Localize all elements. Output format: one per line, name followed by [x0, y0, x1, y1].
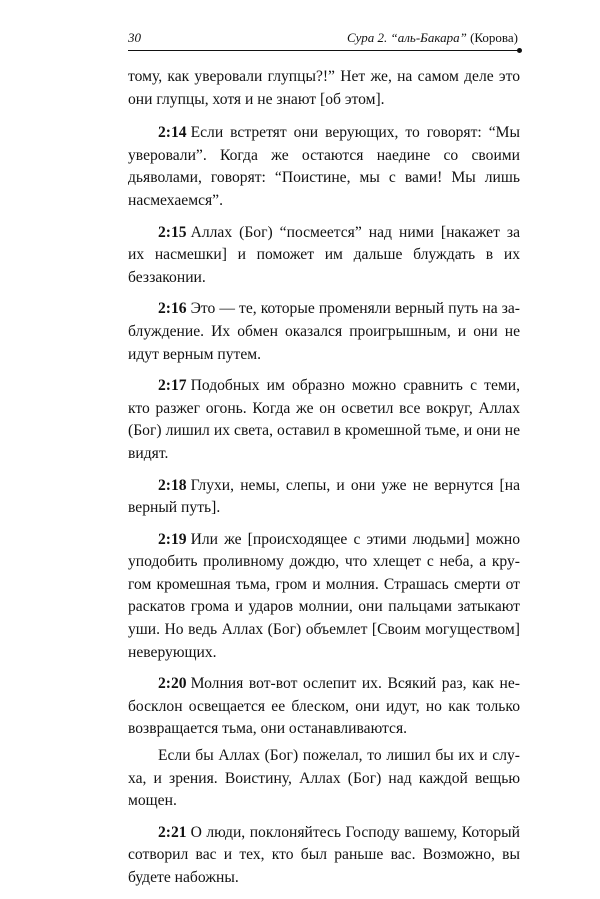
verse-2-21: [128, 822, 520, 890]
verse-2-17: [128, 375, 520, 465]
verse-number: 2:21: [158, 823, 187, 841]
verse-number: 2:17: [158, 377, 187, 395]
surah-label: Сура 2. “аль-Бакара”: [347, 30, 467, 45]
verse-text: Аллах (Бог) “посмеется” над ними [накажет за их насмешки] и поможет им дальше блуждать в их беззаконии.: [128, 223, 520, 286]
page-number: 30: [128, 30, 141, 45]
verse-text: Глухи, немы, слепы, и они уже не вернутся [на верный путь].: [128, 476, 520, 517]
verse-number: 2:19: [158, 530, 187, 548]
verse-number: 2:18: [158, 476, 187, 494]
verse-2-16: [128, 298, 520, 366]
page-body: [128, 66, 520, 899]
surah-translation: (Корова): [470, 30, 518, 45]
verse-2-20: [128, 673, 520, 741]
verse-number: 2:15: [158, 223, 187, 241]
verse-text: Если встретят они верующих, то говорят: “Мы уверовали”. Когда же остаются наедине со своими дьяволами, говорят: “Поистине, мы с вами! Мы лишь насмехаемся”.: [128, 124, 520, 209]
verse-2-15: [128, 222, 520, 290]
running-header: [128, 30, 518, 50]
verse-number: 2:16: [158, 300, 187, 318]
verse-text: Молния вот-вот ослепит их. Всякий раз, как небосклон освещается ее блеском, они идут, но как только возвращается тьма, они останавливаются.: [128, 675, 520, 738]
verse-2-19: [128, 529, 520, 665]
verse-2-18: [128, 475, 520, 520]
verse-2-20-continued: Если бы Аллах (Бог) пожелал, то лишил бы их и слуха, и зрения. Воистину, Аллах (Бог) над каждой вещью мощен.: [128, 747, 520, 810]
running-title: [347, 30, 518, 46]
verse-text: Это — те, которые променяли верный путь на заблуждение. Их обмен оказался проигрышным, и они не идут верным путем.: [128, 300, 520, 363]
verse-number: 2:20: [158, 675, 187, 693]
verse-2-14: [128, 122, 520, 212]
verse-text: Или же [происходящее с этими людьми] можно уподобить проливному дождю, что хлещет с неба, а кругом кромешная тьма, гром и молния. Страшась смерти от раскатов грома и ударов молнии, они пальцами затыкают уши. Но ведь Аллах (Бог) объемлет [Своим могуществом] неверующих.: [128, 530, 520, 661]
verse-text: О люди, поклоняйтесь Господу вашему, Который сотворил вас и тех, кто был раньше вас. Возможно, вы будете набожны.: [128, 823, 520, 886]
verse-text: Подобных им образно можно сравнить с теми, кто разжег огонь. Когда же он осветил все вокруг, Аллах (Бог) лишил их света, оставил в кромешной тьме, и они не видят.: [128, 377, 520, 462]
verse-number: 2:14: [158, 124, 187, 142]
continuation-text: тому, как уверовали глупцы?!” Нет же, на самом деле это они глупцы, хотя и не знают [об этом].: [128, 68, 520, 108]
header-rule: [128, 50, 520, 51]
